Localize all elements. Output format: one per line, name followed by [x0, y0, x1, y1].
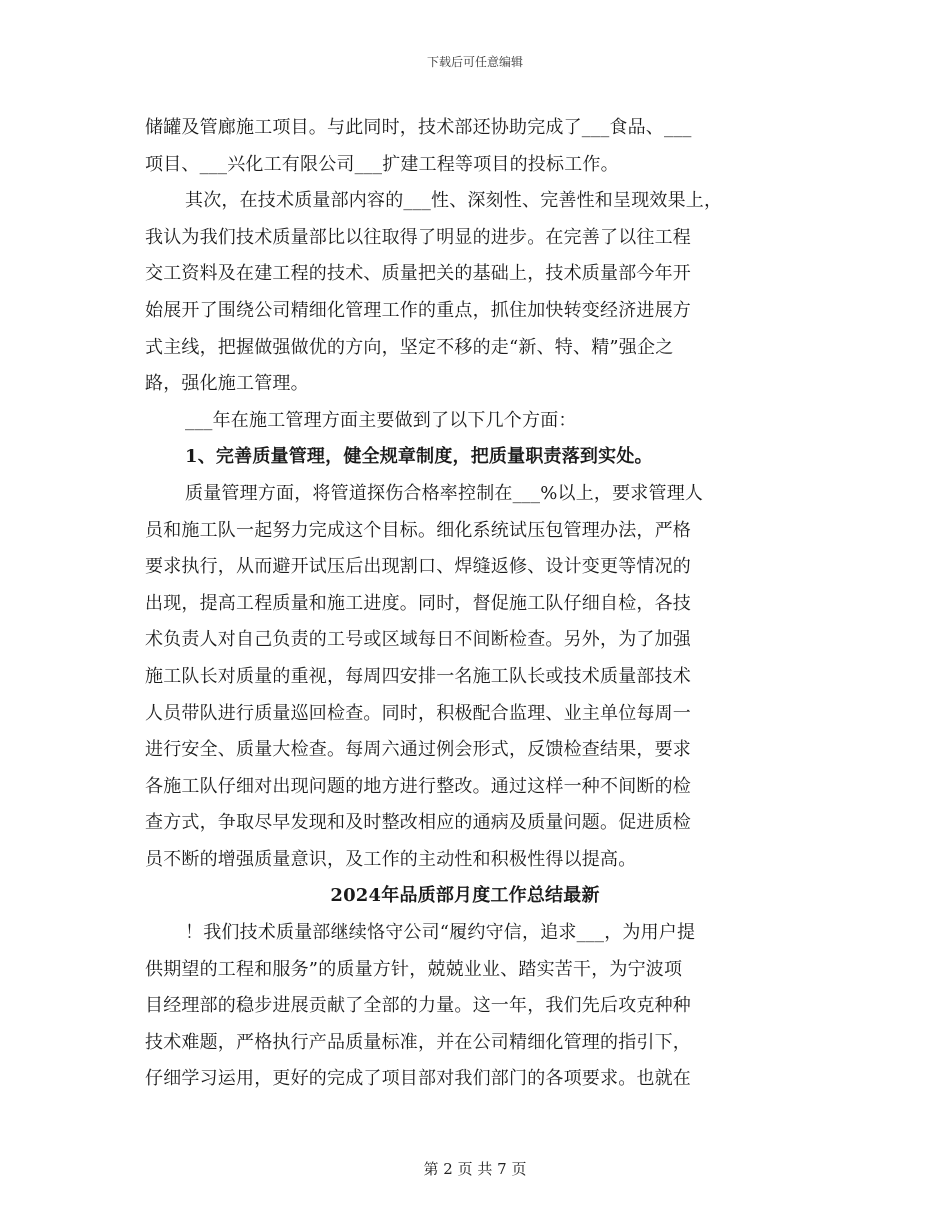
body-line: ！我们技术质量部继续恪守公司“履约守信，追求___，为用户提	[185, 922, 696, 944]
body-line: 其次，在技术质量部内容的___性、深刻性、完善性和呈现效果上，	[185, 190, 723, 212]
body-line: 要求执行，从而避开试压后出现割口、焊缝返修、设计变更等情况的	[145, 556, 691, 578]
page-footer: 第 2 页 共 7 页	[423, 1160, 527, 1178]
body-line: 查方式，争取尽早发现和及时整改相应的通病及质量问题。促进质检	[145, 812, 691, 834]
body-line: 术负责人对自己负责的工号或区域每日不间断检查。另外，为了加强	[145, 629, 691, 651]
body-line: 交工资料及在建工程的技术、质量把关的基础上，技术质量部今年开	[145, 263, 691, 285]
section-heading: 1、完善质量管理，健全规章制度，把质量职责落到实处。	[185, 446, 653, 468]
body-line: 始展开了围绕公司精细化管理工作的重点，抓住加快转变经济进展方	[145, 299, 691, 321]
body-line: 式主线，把握做强做优的方向，坚定不移的走“新、特、精”强企之	[145, 336, 674, 358]
page-header: 下载后可任意编辑	[426, 55, 523, 69]
body-line: 目经理部的稳步进展贡献了全部的力量。这一年，我们先后攻克种种	[145, 995, 691, 1017]
body-line: 路，强化施工管理。	[145, 373, 309, 395]
body-line: 供期望的工程和服务”的质量方针，兢兢业业、踏实苦干，为宁波项	[145, 958, 683, 980]
body-line: 质量管理方面，将管道探伤合格率控制在___%以上，要求管理人	[185, 482, 704, 504]
body-line: 出现，提高工程质量和施工进度。同时，督促施工队仔细自检，各技	[145, 592, 691, 614]
document-body	[145, 110, 805, 1098]
body-line: 技术难题，严格执行产品质量标准，并在公司精细化管理的指引下，	[145, 1031, 691, 1053]
body-line: 各施工队仔细对出现问题的地方进行整改。通过这样一种不间断的检	[145, 775, 691, 797]
body-line: 仔细学习运用，更好的完成了项目部对我们部门的各项要求。也就在	[145, 1068, 691, 1090]
body-line: ___年在施工管理方面主要做到了以下几个方面：	[185, 409, 577, 431]
body-line: 人员带队进行质量巡回检查。同时，积极配合监理、业主单位每周一	[145, 702, 691, 724]
body-line: 施工队长对质量的重视，每周四安排一名施工队长或技术质量部技术	[145, 665, 691, 687]
body-line: 员和施工队一起努力完成这个目标。细化系统试压包管理办法，严格	[145, 519, 691, 541]
document-title: 2024年品质部月度工作总结最新	[330, 885, 600, 907]
body-line: 储罐及管廊施工项目。与此同时，技术部还协助完成了___食品、___	[145, 117, 692, 138]
body-line: 项目、___兴化工有限公司___扩建工程等项目的投标工作。	[145, 153, 619, 175]
body-line: 我认为我们技术质量部比以往取得了明显的进步。在完善了以往工程	[145, 226, 691, 248]
body-line: 员不断的增强质量意识，及工作的主动性和积极性得以提高。	[145, 848, 637, 870]
body-line: 进行安全、质量大检查。每周六通过例会形式，反馈检查结果，要求	[145, 739, 691, 761]
